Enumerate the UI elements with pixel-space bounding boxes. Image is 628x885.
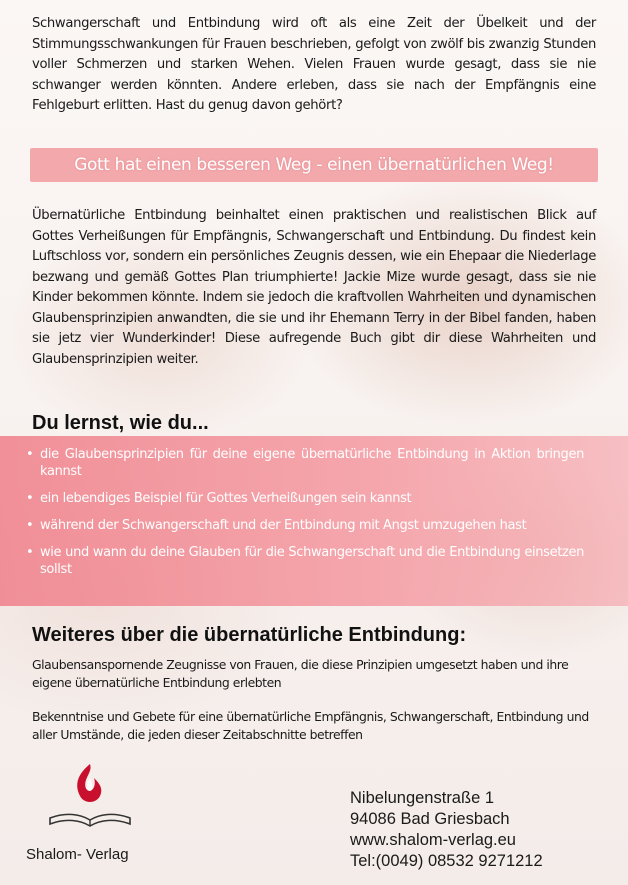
intro-paragraph: Schwangerschaft und Entbindung wird oft als eine Zeit der Übelkeit und der Stimmungsschwankungen für Frauen beschrieben, gefolgt von zwölf bis zwanzig Stunden voller Schmerzen und starken Wehen. Vielen Frauen wurde gesagt, dass sie nie schwanger werden könnten. Andere erleben, dass sie nach der Empfängnis eine Fehlgeburt erlitten. Hast du genug davon gehört?	[32, 16, 596, 113]
list-item-text: ein lebendiges Beispiel für Gottes Verheißungen sein kannst	[40, 491, 412, 506]
tagline-text: Gott hat einen besseren Weg - einen übernatürlichen Weg!	[74, 155, 554, 175]
tagline-banner	[30, 148, 598, 182]
learn-list	[24, 446, 584, 578]
more-item: Bekenntnise und Gebete für eine übernatürliche Empfängnis, Schwangerschaft, Entbindung und aller Umstände, die jeden dieser Zeitabschnitte betreffen	[32, 709, 589, 742]
list-item	[24, 490, 584, 507]
publisher-logo-icon	[40, 758, 140, 838]
list-item-text: die Glaubensprinzipien für deine eigene übernatürliche Entbindung in Aktion bringen kannst	[40, 447, 584, 479]
website-link[interactable]: www.shalom-verlag.eu	[350, 831, 516, 849]
more-heading: Weiteres über die übernatürliche Entbindung:	[32, 624, 467, 646]
list-item	[24, 544, 584, 578]
list-item-text: während der Schwangerschaft und der Entbindung mit Angst umzugehen hast	[40, 518, 527, 533]
contact-block	[350, 788, 543, 872]
phone-number: Tel:(0049) 08532 9271212	[350, 852, 543, 870]
bullet-icon: •	[26, 491, 34, 506]
learn-heading: Du lernst, wie du...	[32, 412, 209, 434]
address-street: Nibelungenstraße 1	[350, 789, 495, 807]
description-paragraph: Übernatürliche Entbindung beinhaltet einen praktischen und realistischen Blick auf Gottes Verheißungen für Empfängnis, Schwangerschaft und Entbindung. Du findest kein Luftschloss vor, sondern ein persönliches Zeugnis dessen, wie ein Ehepaar die Niederlage bezwang und gemäß Gottes Plan triumphierte! Jackie Mize wurde gesagt, dass sie nie Kinder bekommen könnte. Indem sie jedoch die kraftvollen Wahrheiten und dynamischen Glaubensprinzipien anwandten, die sie und ihr Ehemann Terry in der Bibel fanden, haben sie jetz vier Wunderkinder! Diese aufregende Buch gibt dir diese Wahrheiten und Glaubensprinzipien weiter.	[32, 208, 596, 367]
list-item	[24, 517, 584, 534]
address-city: 94086 Bad Griesbach	[350, 810, 510, 828]
bullet-icon: •	[26, 518, 34, 533]
bullet-icon: •	[26, 545, 34, 560]
bullet-icon: •	[26, 447, 34, 462]
publisher-name: Shalom- Verlag	[26, 846, 129, 863]
more-item: Glaubensanspornende Zeugnisse von Frauen, die diese Prinzipien umgesetzt haben und ihre eigene übernatürliche Entbindung erlebten	[32, 657, 569, 690]
list-item	[24, 446, 584, 480]
list-item-text: wie und wann du deine Glauben für die Schwangerschaft und die Entbindung einsetzen sollst	[40, 545, 584, 577]
